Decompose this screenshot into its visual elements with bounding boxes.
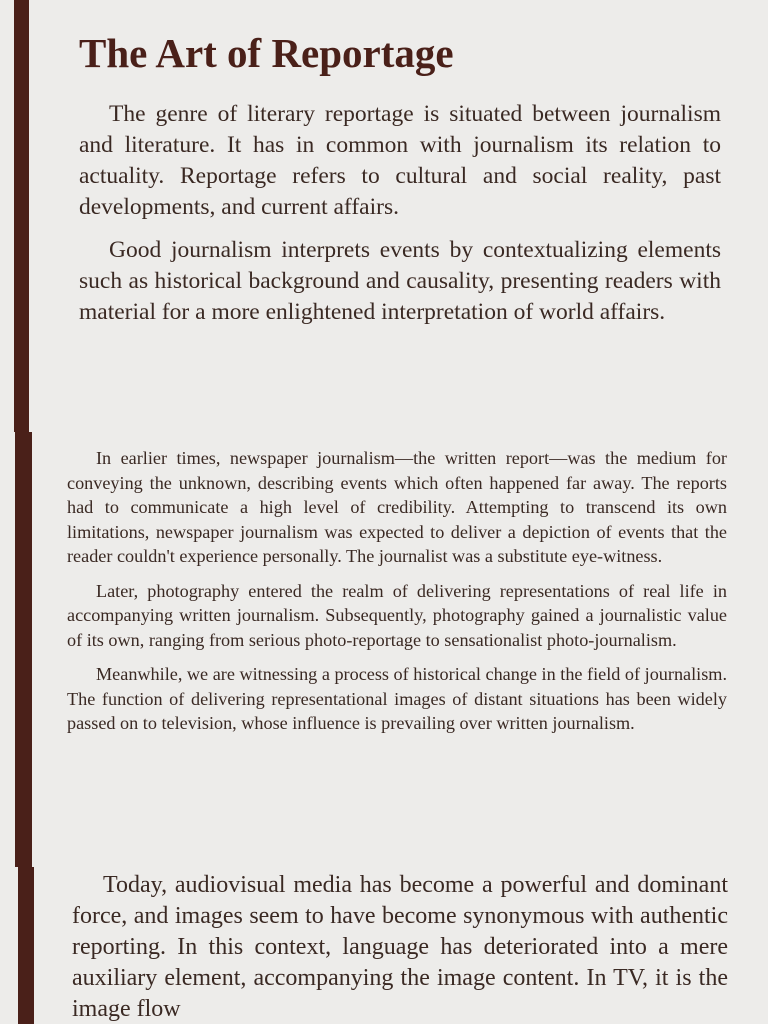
- today-paragraph-1: Today, audiovisual media has become a powerful and dominant force, and images seem to have become synonymous with authentic reporting. In this context, language has deteriorated into a mere auxiliary element, accompanying the image content. In TV, it is the image flow: [72, 872, 728, 1022]
- page-title: The Art of Reportage: [79, 30, 454, 76]
- section-history: [67, 446, 727, 746]
- history-paragraph-1: In earlier times, newspaper journalism—the written report—was the medium for conveying the unknown, describing events which often happened far away. The reports had to communicate a high level of credibility. Attempting to transcend its own limitations, newspaper journalism was expected to deliver a depiction of events that the reader couldn't experience personally. The journalist was a substitute eye-witness.: [67, 448, 727, 566]
- margin-bar-top: [14, 0, 29, 432]
- section-intro: [79, 30, 721, 340]
- history-paragraph-3: Meanwhile, we are witnessing a process of historical change in the field of journalism. The function of delivering representational images of distant situations has been widely passed on to television, whose influence is prevailing over written journalism.: [67, 664, 727, 733]
- margin-bar-middle: [15, 432, 32, 867]
- history-paragraph-2: Later, photography entered the realm of delivering representations of real life in accompanying written journalism. Subsequently, photography gained a journalistic value of its own, ranging from serious photo-reportage to sensationalist photo-journalism.: [67, 580, 727, 650]
- intro-paragraph-1: The genre of literary reportage is situated between journalism and literature. It has in common with journalism its relation to actuality. Reportage refers to cultural and social reality, past developments, and current affairs.: [79, 101, 721, 221]
- intro-paragraph-2: Good journalism interprets events by contextualizing elements such as historical background and causality, presenting readers with material for a more enlightened interpretation of world affairs.: [79, 237, 721, 326]
- section-today: [72, 870, 728, 1024]
- margin-bar-bottom: [18, 867, 34, 1024]
